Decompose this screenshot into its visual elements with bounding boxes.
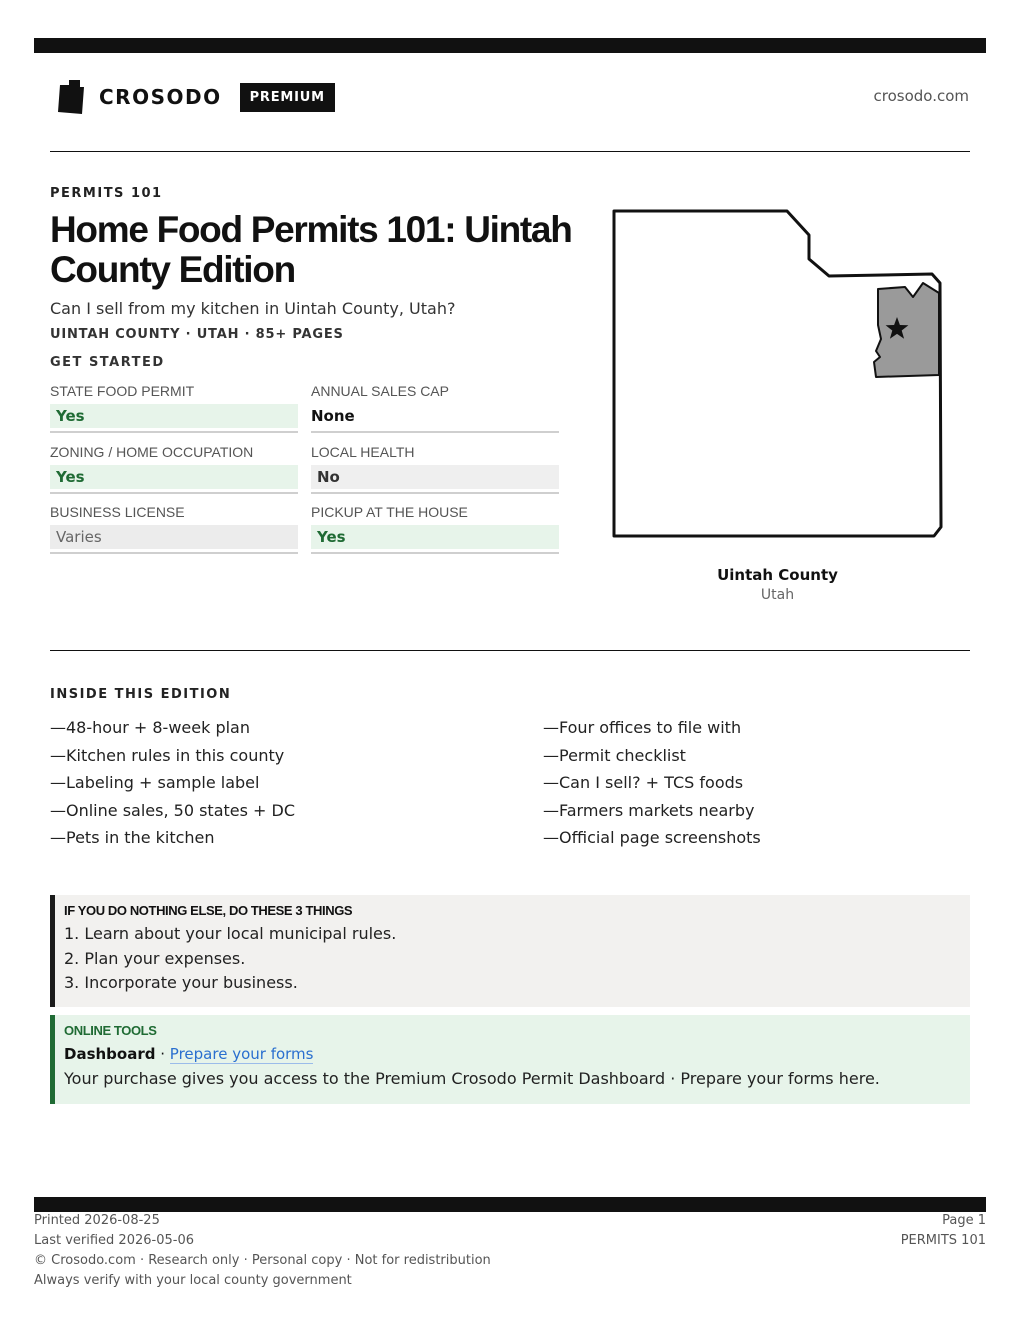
fact-business-license [50, 503, 298, 554]
header-divider [50, 151, 970, 152]
fact-underline [311, 552, 559, 554]
brand-name: CROSODO [99, 85, 222, 109]
fact-label: BUSINESS LICENSE [50, 504, 185, 520]
section-label: PERMITS 101 [900, 1233, 986, 1248]
fact-underline [311, 431, 559, 433]
list-item: —48-hour + 8-week plan [50, 718, 250, 737]
step-item: 1. Learn about your local municipal rules. [64, 924, 397, 943]
list-item: —Permit checklist [543, 745, 686, 765]
fact-underline [311, 492, 559, 494]
contents-list-right [543, 714, 761, 852]
list-item: —Pets in the kitchen [50, 828, 215, 848]
section-divider [50, 650, 970, 651]
dashboard-label: Dashboard [64, 1045, 156, 1063]
fact-underline [50, 492, 298, 494]
dashboard-line [64, 1045, 970, 1063]
edition-meta: UINTAH COUNTY · UTAH · 85+ PAGES [50, 327, 344, 342]
list-item: —Four offices to file with [543, 718, 742, 737]
county-map [610, 207, 945, 542]
steps-list [64, 922, 970, 996]
fact-value: Varies [50, 525, 298, 549]
separator: · [155, 1045, 170, 1063]
footer-right [901, 1211, 986, 1251]
list-item: —Kitchen rules in this county [50, 745, 285, 765]
page-number: Page 1 [942, 1213, 986, 1228]
map-county-name: Uintah County [717, 566, 838, 584]
brand[interactable] [58, 80, 335, 114]
fact-label: ZONING / HOME OCCUPATION [50, 444, 254, 460]
fact-label: ANNUAL SALES CAP [311, 383, 449, 399]
fact-label: STATE FOOD PERMIT [50, 383, 195, 399]
fact-underline [50, 431, 298, 433]
list-item: —Farmers markets nearby [543, 800, 755, 820]
kicker: PERMITS 101 [50, 186, 163, 201]
fact-value: Yes [50, 465, 298, 489]
list-item: —Labeling + sample label [50, 773, 260, 793]
callout-heading: IF YOU DO NOTHING ELSE, DO THESE 3 THINGS [64, 903, 353, 918]
fact-value: Yes [311, 525, 559, 549]
page-title: Home Food Permits 101: Uintah County Edition [50, 209, 572, 290]
fact-value: No [311, 465, 559, 489]
prepare-forms-link[interactable]: Prepare your forms [169, 1045, 314, 1063]
get-started-heading: GET STARTED [50, 355, 165, 370]
inside-heading: INSIDE THIS EDITION [50, 687, 232, 702]
fact-underline [50, 552, 298, 554]
bottom-bar [34, 1197, 986, 1212]
fact-label: LOCAL HEALTH [311, 444, 415, 460]
utah-state-icon [58, 80, 84, 114]
contents-list-left [50, 714, 295, 852]
copyright: © Crosodo.com · Research only · Personal copy · Not for redistribution [34, 1253, 491, 1268]
map-state-name: Utah [760, 587, 795, 603]
top-bar [34, 38, 986, 53]
fact-label: PICKUP AT THE HOUSE [311, 504, 468, 520]
fact-value: None [311, 407, 355, 425]
premium-badge: PREMIUM [240, 83, 335, 112]
fact-value: Yes [50, 404, 298, 428]
fact-state-food-permit [50, 382, 298, 433]
fact-zoning [50, 443, 298, 494]
three-things-callout [50, 895, 970, 1007]
callout-heading: ONLINE TOOLS [64, 1023, 157, 1038]
footer-left [34, 1211, 491, 1291]
fact-local-health [311, 443, 559, 494]
verified-date: Last verified 2026-05-06 [34, 1233, 194, 1248]
list-item: —Official page screenshots [543, 828, 761, 848]
online-tools-callout [50, 1015, 970, 1104]
step-item: 2. Plan your expenses. [64, 948, 246, 968]
printed-date: Printed 2026-08-25 [34, 1213, 160, 1228]
subtitle-question: Can I sell from my kitchen in Uintah County, Utah? [50, 299, 456, 318]
site-url[interactable]: crosodo.com [873, 87, 969, 105]
verify-note: Always verify with your local county government [34, 1273, 352, 1288]
county-shape [874, 283, 939, 377]
list-item: —Can I sell? + TCS foods [543, 773, 744, 793]
fact-annual-sales-cap [311, 382, 559, 433]
list-item: —Online sales, 50 states + DC [50, 800, 296, 820]
step-item: 3. Incorporate your business. [64, 973, 298, 992]
dashboard-description: Your purchase gives you access to the Premium Crosodo Permit Dashboard · Prepare your forms here. [64, 1069, 880, 1088]
fact-pickup [311, 503, 559, 554]
